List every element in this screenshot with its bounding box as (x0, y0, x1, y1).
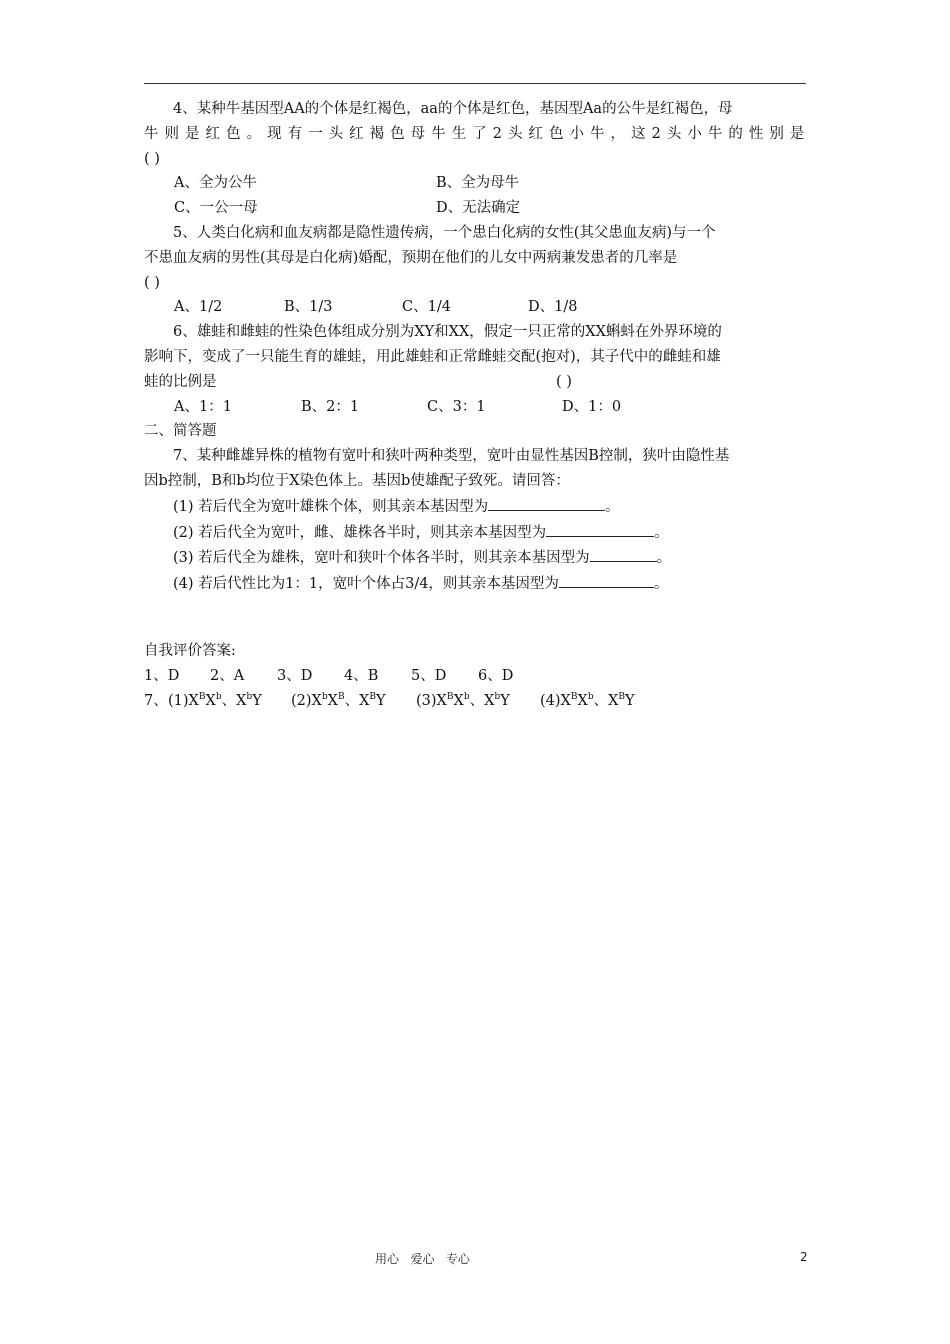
q6-option-b: B、2：1 (301, 398, 360, 415)
q6-line3-row (144, 370, 806, 395)
q5-option-d: D、1/8 (528, 299, 578, 316)
q4-option-c: C、一公一母 (174, 200, 258, 217)
q4-line1: 4、某种牛基因型AA的个体是红褐色，aa的个体是红色，基因型Aa的公牛是红褐色，母 (173, 101, 733, 117)
q7-sub4-text: (4) 若后代性比为1：1，宽叶个体占3/4，则其亲本基因型为 (173, 576, 559, 593)
answer-row-2 (144, 689, 806, 714)
answer-2: 2、A (210, 667, 245, 684)
q5-paren: ( ) (144, 274, 160, 291)
header-rule (144, 83, 806, 84)
q7-sub3 (144, 545, 806, 571)
q7-line2: 因b控制，B和b均位于X染色体上。基因b使雄配子致死。请回答： (144, 472, 570, 489)
answer-6: 6、D (478, 667, 514, 684)
q7-sub4-blank (559, 571, 654, 588)
q6-line1: 6、雄蛙和雌蛙的性染色体组成分别为XY和XX，假定一只正常的XX蝌蚪在外界环境的 (173, 324, 722, 341)
document-body (144, 97, 806, 713)
q6-options (144, 395, 806, 420)
q5-line1: 5、人类白化病和血友病都是隐性遗传病，一个患白化病的女性(其父患血友病)与一个 (173, 224, 716, 241)
q7-sub1 (144, 494, 806, 520)
q4-option-d: D、无法确定 (436, 200, 521, 217)
answer-key (144, 639, 806, 713)
answer-7-1: $(1)X^BX^b$、$X^bY$ (168, 691, 262, 709)
q4-options-row2 (144, 196, 806, 221)
q6-option-c: C、3：1 (427, 398, 486, 415)
q4-option-a: A、全为公牛 (174, 175, 257, 192)
q6-option-d: D、1：0 (562, 398, 622, 415)
q4-options-row1 (144, 171, 806, 196)
answer-5: 5、D (411, 667, 447, 684)
answer-3: 3、D (277, 667, 313, 684)
answer-row-1 (144, 664, 806, 689)
page-number: 2 (800, 1250, 808, 1264)
q6-line2: 影响下，变成了一只能生育的雄蛙，用此雄蛙和正常雌蛙交配(抱对)，其子代中的雌蛙和雄 (144, 348, 721, 365)
q7-line1: 7、某种雌雄异株的植物有宽叶和狭叶两种类型，宽叶由显性基因B控制，狭叶由隐性基 (173, 448, 730, 465)
answer-7-3: $(3)X^BX^b$、$X^bY$ (416, 691, 510, 709)
answer-7-2: $(2)X^bX^B$、$X^BY$ (291, 691, 386, 709)
q7-sub2-end: 。 (654, 524, 669, 541)
q5-line2: 不患血友病的男性(其母是白化病)婚配，预期在他们的儿女中两病兼发患者的几率是 (144, 249, 678, 266)
answer-title: 自我评价答案: (144, 642, 236, 659)
q7-sub3-end: 。 (656, 550, 672, 567)
section-heading: 二、简答题 (144, 423, 217, 440)
q5-option-b: B、1/3 (284, 299, 333, 316)
q7-sub4 (144, 571, 806, 597)
q5-option-a: A、1/2 (174, 299, 223, 316)
q7-sub3-text: (3) 若后代全为雄株，宽叶和狭叶个体各半时，则其亲本基因型为 (173, 550, 590, 567)
q4-line2: 牛则是红色。现有一头红褐色母牛生了2头红色小牛，这2头小牛的性别是 (144, 125, 806, 142)
answer-7-4: $(4)X^BX^b$、$X^BY$ (540, 691, 635, 709)
q4-paren: ( ) (144, 150, 160, 167)
q6-option-a: A、1：1 (174, 398, 232, 415)
footer-motto: 用心 爱心 专心 (375, 1252, 470, 1266)
q6-line3: 蛙的比例是 (144, 373, 217, 390)
q7-sub1-text: (1) 若后代全为宽叶雄株个体，则其亲本基因型为 (173, 498, 489, 515)
q7-sub4-end: 。 (653, 576, 669, 593)
q7-sub2-text: (2) 若后代全为宽叶，雌、雄株各半时，则其亲本基因型为 (173, 524, 547, 541)
answer-7-label: 7、 (144, 692, 168, 709)
answer-1: 1、D (144, 667, 180, 684)
q4-option-b: B、全为母牛 (436, 175, 520, 192)
q7-sub1-end: 。 (605, 498, 620, 515)
q7-sub2-blank (546, 520, 654, 537)
q6-paren: ( ) (556, 373, 572, 390)
answer-4: 4、B (344, 667, 379, 684)
spacer (144, 597, 806, 639)
q7-sub3-blank (590, 545, 657, 562)
q5-options (144, 295, 806, 320)
q5-option-c: C、1/4 (402, 299, 451, 316)
q7-sub1-blank (488, 494, 605, 511)
q7-sub2 (144, 520, 806, 546)
